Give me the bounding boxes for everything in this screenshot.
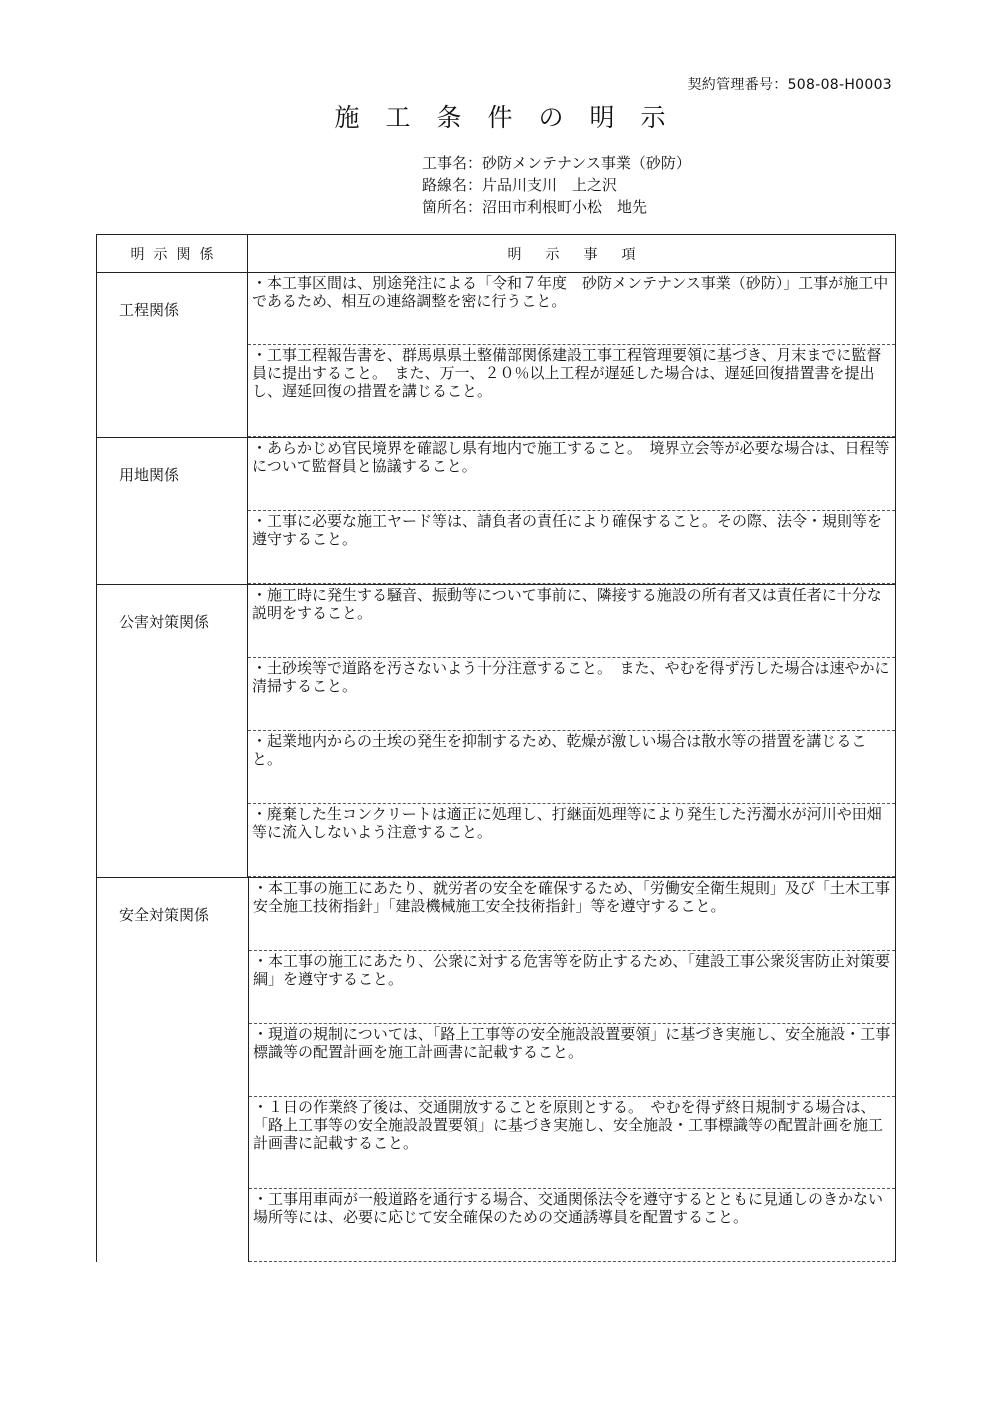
conditions-table <box>96 234 896 1262</box>
info-value: 沼田市利根町小松 地先 <box>482 198 648 216</box>
condition-item: ・１日の作業終了後は、交通開放することを原則とする。 やむを得ず終日規制する場合は、「路上工事等の安全施設設置要領」に基づき実施し、安全施設・工事標識等の配置計画を施工計画書に記載すること。 <box>249 1097 895 1189</box>
condition-item: ・工事用車両が一般道路を通行する場合、交通関係法令を遵守するとともに見通しのきかない場所等には、必要に応じて安全確保のための交通誘導員を配置すること。 <box>249 1189 895 1262</box>
group-pollution <box>96 584 896 877</box>
group-items <box>248 878 896 1262</box>
info-label: 工事名： <box>422 154 483 172</box>
group-label: 公害対策関係 <box>97 585 248 877</box>
condition-item: ・土砂埃等で道路を汚さないよう十分注意すること。 また、やむを得ず汚した場合は速やかに清掃すること。 <box>248 658 895 731</box>
info-row-location-name <box>422 196 691 218</box>
info-value: 片品川支川 上之沢 <box>482 176 618 194</box>
info-value: 砂防メンテナンス事業（砂防） <box>482 154 691 172</box>
group-items <box>248 438 895 584</box>
info-row-route-name <box>422 174 691 196</box>
condition-item: ・本工事の施工にあたり、就労者の安全を確保するため、「労働安全衛生規則」及び「土木工事安全施工技術指針」「建設機械施工安全技術指針」等を遵守すること。 <box>249 878 895 951</box>
info-label: 箇所名： <box>422 198 483 216</box>
info-row-construction-name <box>422 152 691 174</box>
group-land <box>96 437 896 584</box>
condition-item: ・本工事区間は、別途発注による「令和７年度 砂防メンテナンス事業（砂防）」工事が施工中であるため、相互の連絡調整を密に行うこと。 <box>248 273 895 345</box>
header-items: 明示事項 <box>507 246 660 263</box>
condition-item: ・施工時に発生する騒音、振動等について事前に、隣接する施設の所有者又は責任者に十分な説明をすること。 <box>248 585 895 658</box>
table-header <box>96 234 896 273</box>
condition-item: ・本工事の施工にあたり、公衆に対する危害等を防止するため、「建設工事公衆災害防止対策要綱」を遵守すること。 <box>249 951 895 1024</box>
info-label: 路線名： <box>422 176 483 194</box>
group-safety <box>96 877 896 1262</box>
group-items <box>248 585 895 877</box>
project-info <box>422 152 691 218</box>
condition-item: ・廃棄した生コンクリートは適正に処理し、打継面処理等により発生した汚濁水が河川や田畑等に流入しないよう注意すること。 <box>248 804 895 877</box>
group-schedule <box>96 273 896 437</box>
contract-number: 契約管理番号：508-08-H0003 <box>687 77 892 93</box>
condition-item: ・起業地内からの土埃の発生を抑制するため、乾燥が激しい場合は散水等の措置を講じること。 <box>248 731 895 804</box>
condition-item: ・工事に必要な施工ヤード等は、請負者の責任により確保すること。その際、法令・規則等を遵守すること。 <box>248 511 895 584</box>
header-category: 明示関係 <box>97 235 248 272</box>
condition-item: ・工事工程報告書を、群馬県県土整備部関係建設工事工程管理要領に基づき、月末までに監督員に提出すること。 また、万一、２０％以上工程が遅延した場合は、遅延回復措置書を提出し、遅延回復の措置を講じること。 <box>248 345 895 437</box>
condition-item: ・あらかじめ官民境界を確認し県有地内で施工すること。 境界立会等が必要な場合は、日程等について監督員と協議すること。 <box>248 438 895 511</box>
page-title: 施工条件の明示 <box>334 103 692 132</box>
group-items <box>248 273 895 437</box>
group-label: 安全対策関係 <box>119 906 210 924</box>
condition-item: ・現道の規制については、「路上工事等の安全施設設置要領」に基づき実施し、安全施設・工事標識等の配置計画を施工計画書に記載すること。 <box>249 1024 895 1097</box>
group-label: 工程関係 <box>97 273 248 437</box>
group-label: 用地関係 <box>97 438 248 584</box>
